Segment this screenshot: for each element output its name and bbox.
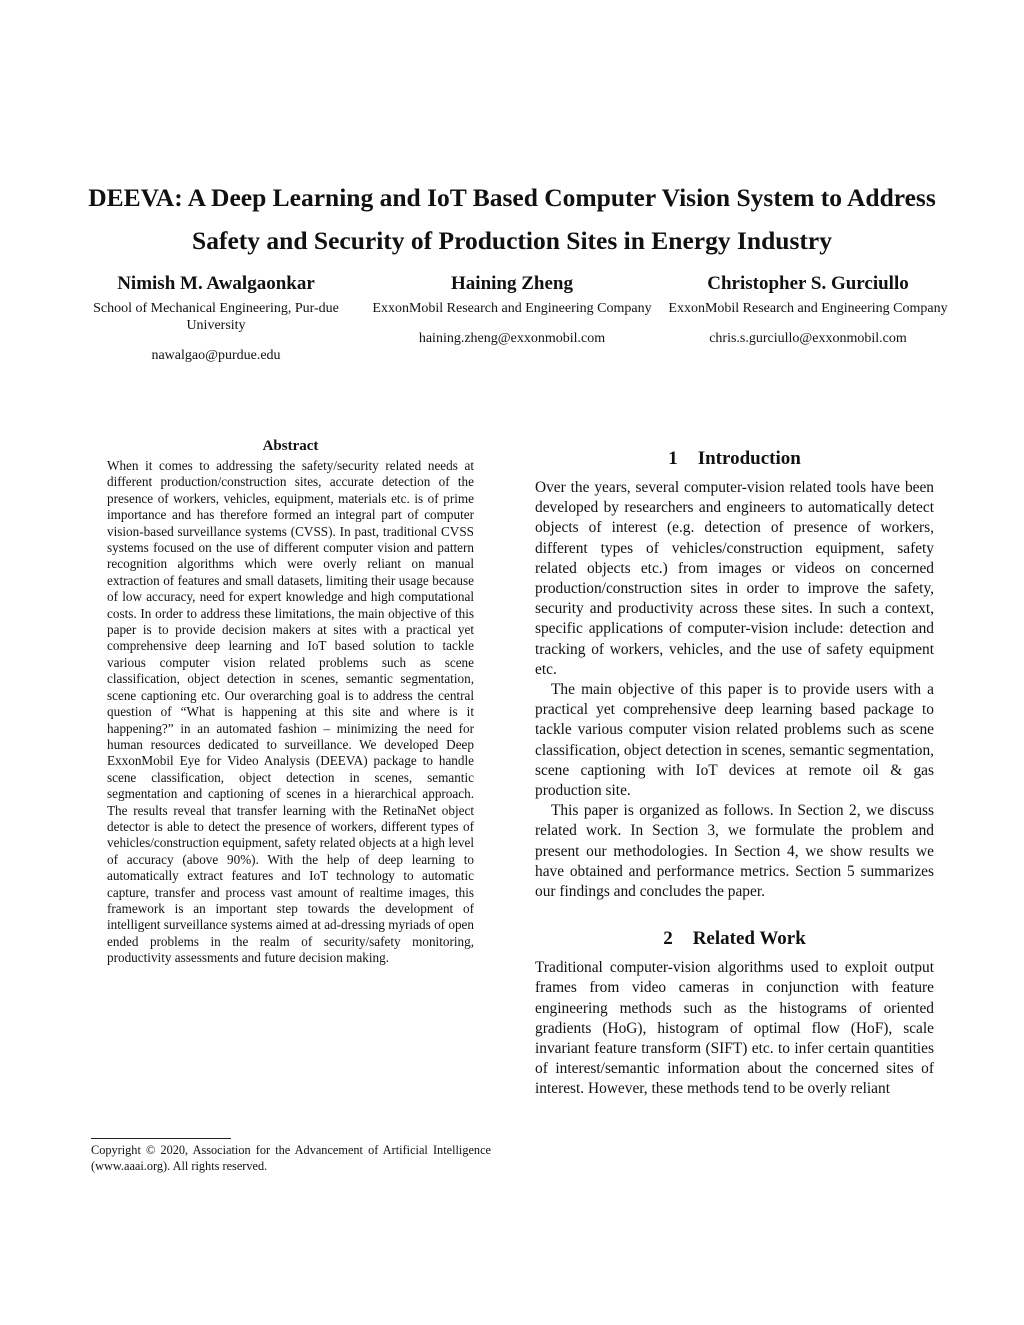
section-heading-related-work (535, 926, 934, 952)
author-email: haining.zheng@exxonmobil.com (418, 331, 606, 346)
author-name: Haining Zheng (451, 273, 573, 294)
author-email: chris.s.gurciullo@exxonmobil.com (709, 331, 907, 346)
paragraph: Over the years, several computer-vision related tools have been developed by researchers and engineers to automatically detect objects of interest (e.g. detection of presence of workers, different types of vehicles/construction equipment, safety related objects etc.) from images or videos on concerned production/construction sites in order to improve the safety, security and productivity across these sites. In such a context, specific applications of computer-vision include: detection and tracking of workers, vehicles, and the use of safety equipment etc. (535, 479, 934, 678)
section-heading-introduction (535, 446, 934, 472)
abstract-text: When it comes to addressing the safety/security related needs at different production/construction sites, accurate detection of the presence of workers, vehicles, equipment, materials etc. is of prime importance and has therefore formed an integral part of computer vision-based surveillance systems (CVSS). In past, traditional CVSS systems focused on the use of different computer vision and pattern recognition algorithms which were overly reliant on manual extraction of features and small datasets, limiting their usage because of low accuracy, need for expert knowledge and high computational costs. In order to address these limitations, the main objective of this paper is to provide decision makers at sites with a practical yet comprehensive deep learning and IoT based solution to tackle various computer vision related problems such as scene classification, object detection in scenes, semantic segmentation, scene captioning etc. Our overarching goal is to address the central question of “What is happening at this site and where is it happening?” in an automated fashion – minimizing the need for human resources dedicated to surveillance. We developed Deep ExxonMobil Eye for Video Analysis (DEEVA) package to handle scene classification, object detection in scenes, semantic segmentation and captioning of scenes in a hierarchical approach. The results reveal that transfer learning with the RetinaNet object detector is able to detect the presence of workers, different types of vehicles/construction equipment, safety related objects at a high level of accuracy (above 90%). With the help of deep learning to automatically extract features and IoT technology to automatic capture, transfer and process vast amount of realtime images, this framework is an important step towards the development of intelligent surveillance systems aimed at ad-dressing myriads of open ended problems in the realm of security/safety monitoring, productivity assessments and future decision making. (107, 458, 474, 966)
paragraph: The main objective of this paper is to provide users with a practical yet comprehensive deep learning based package to tackle various computer vision related problems such as scene classification, object detection in scenes, semantic segmentation, scene captioning with IoT devices at remote oil & gas production site. (535, 681, 934, 800)
author-block (66, 270, 366, 364)
section-title: Introduction (697, 448, 801, 469)
body-column (535, 446, 934, 1100)
section-title: Related Work (692, 928, 806, 950)
abstract-column (107, 436, 474, 967)
paragraph: This paper is organized as follows. In Section 2, we discuss related work. In Section 3, we formulate the problem and present our methodologies. In Section 4, we show results we have obtained and performance metrics. Section 5 summarizes our findings and concludes the paper. (535, 802, 934, 901)
author-block (658, 270, 958, 347)
author-affiliation: School of Mechanical Engineering, Pur-due University (93, 301, 339, 333)
paper-title: DEEVA: A Deep Learning and IoT Based Computer Vision System to Address Safety and Security of Production Sites in Energy Industry (88, 183, 936, 255)
abstract-heading: Abstract (262, 438, 319, 454)
section-number: 2 (663, 928, 673, 950)
author-name: Christopher S. Gurciullo (707, 273, 909, 294)
author-email: nawalgao@purdue.edu (151, 348, 281, 363)
author-block (362, 270, 662, 347)
author-affiliation: ExxonMobil Research and Engineering Company (372, 301, 652, 316)
copyright-footnote: Copyright © 2020, Association for the Advancement of Artificial Intelligence (www.aaai.org). All rights reserved. (91, 1143, 491, 1173)
author-name: Nimish M. Awalgaonkar (117, 273, 315, 294)
paragraph: Traditional computer-vision algorithms used to exploit output frames from video cameras in conjunction with feature engineering methods such as the histograms of oriented gradients (HoG), histogram of optimal flow (HoF), scale invariant feature transform (SIFT) etc. to infer certain quantities of interest/semantic information about the concerned sites of interest. However, these methods tend to be overly reliant (535, 959, 934, 1098)
footnote-divider (91, 1138, 231, 1139)
author-affiliation: ExxonMobil Research and Engineering Company (668, 301, 948, 316)
section-number: 1 (668, 448, 678, 469)
